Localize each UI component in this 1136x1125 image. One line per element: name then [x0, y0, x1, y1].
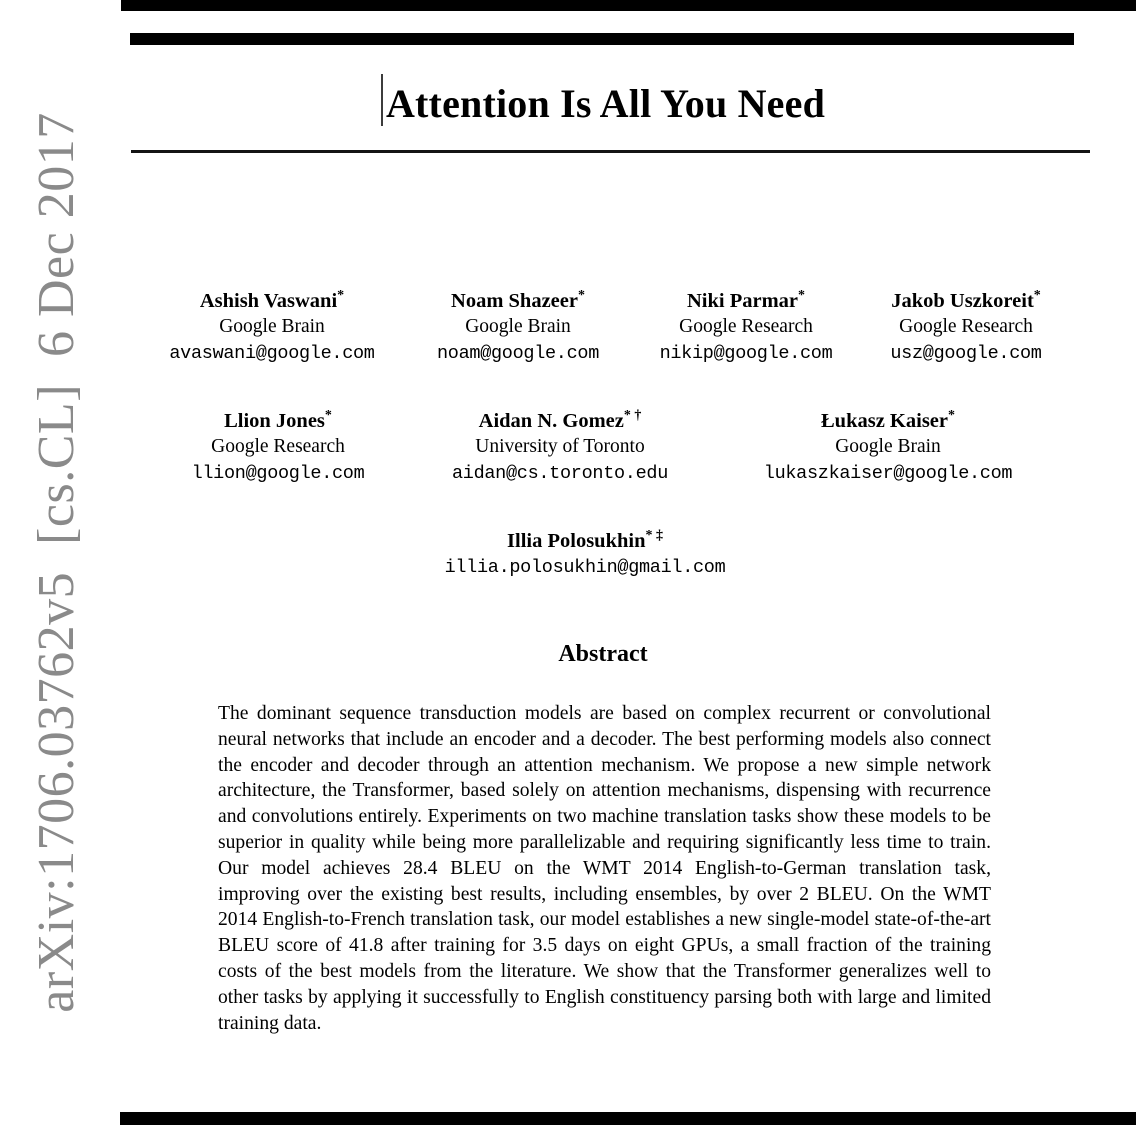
author-email: llion@google.com: [191, 462, 365, 484]
author-block: [420, 403, 700, 488]
author-name: Llion Jones*: [224, 408, 332, 432]
author-email: illia.polosukhin@gmail.com: [444, 556, 726, 578]
author-affiliation: Google Brain: [219, 315, 325, 337]
author-block: [152, 283, 392, 368]
author-email: usz@google.com: [890, 342, 1042, 364]
abstract-text: The dominant sequence transduction models are based on complex recurrent or convolutional neural networks that include an encoder and a decoder. The best performing models also connect the encoder and decoder through an attention mechanism. We propose a new simple network architecture, the Transformer, based solely on attention mechanisms, dispensing with recurrence and convolutions entirely. Experiments on two machine translation tasks show these models to be superior in quality while being more parallelizable and requiring significantly less time to train. Our model achieves 28.4 BLEU on the WMT 2014 English-to-German translation task, improving over the existing best results, including ensembles, by over 2 BLEU. On the WMT 2014 English-to-French translation task, our model establishes a new single-model state-of-the-art BLEU score of 41.8 after training for 3.5 days on eight GPUs, a small fraction of the training costs of the best models from the literature. We show that the Transformer generalizes well to other tasks by applying it successfully to English constituency parsing both with large and limited training data.: [218, 703, 991, 1034]
author-marker: * ‡: [645, 528, 663, 543]
author-block: [138, 403, 418, 488]
author-email: lukaszkaiser@google.com: [763, 462, 1013, 484]
author-marker: *: [1033, 288, 1041, 303]
author-block: [748, 403, 1028, 488]
author-affiliation: Google Research: [679, 315, 813, 337]
author-block: [398, 283, 638, 368]
author-affiliation: Google Brain: [835, 435, 941, 457]
author-block: [415, 523, 755, 582]
author-marker: *: [798, 288, 806, 303]
author-email: nikip@google.com: [659, 342, 833, 364]
paper-title: Attention Is All You Need: [385, 81, 826, 126]
author-name: Illia Polosukhin* ‡: [507, 528, 663, 552]
author-name: Niki Parmar*: [686, 288, 806, 312]
author-email: avaswani@google.com: [169, 342, 375, 364]
author-marker: *: [577, 288, 585, 303]
author-email: aidan@cs.toronto.edu: [451, 462, 669, 484]
author-block: [626, 283, 866, 368]
author-affiliation: Google Research: [211, 435, 345, 457]
author-affiliation: University of Toronto: [475, 435, 645, 457]
author-name: Łukasz Kaiser*: [821, 408, 955, 432]
footer-bar: [120, 1112, 1136, 1125]
author-name: Aidan N. Gomez* †: [478, 408, 642, 432]
author-marker: *: [337, 288, 345, 303]
arxiv-watermark: arXiv:1706.03762v5 [cs.CL] 6 Dec 2017: [28, 112, 85, 1013]
author-affiliation: Google Research: [899, 315, 1033, 337]
author-affiliation: Google Brain: [465, 315, 571, 337]
author-marker: * †: [623, 408, 642, 423]
author-name: Noam Shazeer*: [451, 288, 585, 312]
abstract-heading: Abstract: [558, 641, 648, 667]
author-name: Ashish Vaswani*: [199, 288, 345, 312]
author-marker: *: [324, 408, 332, 423]
author-email: noam@google.com: [436, 342, 600, 364]
author-marker: *: [948, 408, 955, 423]
author-block: [846, 283, 1086, 368]
author-name: Jakob Uszkoreit*: [891, 288, 1041, 312]
